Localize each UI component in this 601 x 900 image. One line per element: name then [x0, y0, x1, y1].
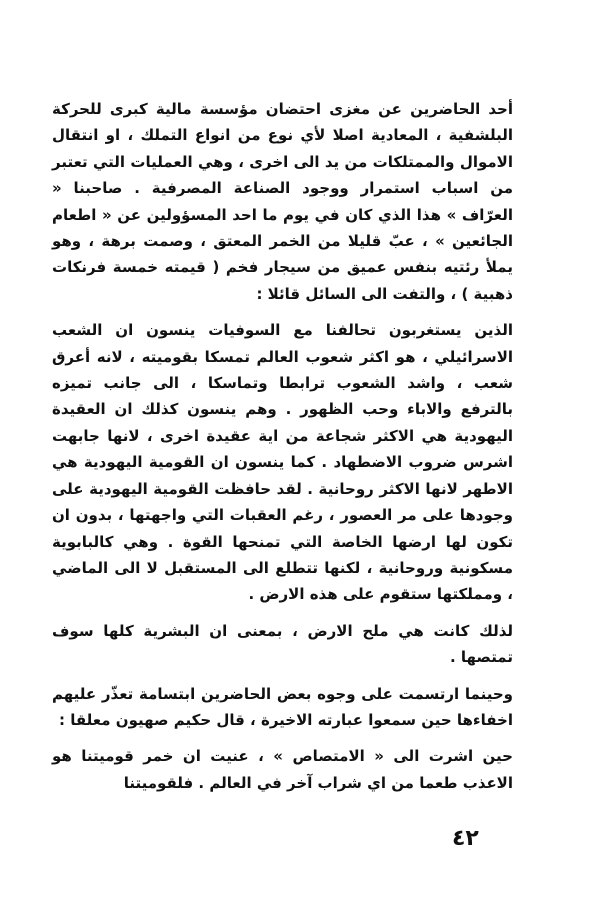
paragraph-4: وحينما ارتسمت على وجوه بعض الحاضرين ابتسامة تعذّر عليهم اخفاءها حين سمعوا عبارته الاخيرة ، قال حكيم صهيون معلقا :: [52, 684, 513, 729]
page-number: ٤٢: [452, 826, 479, 851]
paragraph-2: الذين يستغربون تحالفنا مع السوفيات ينسون ان الشعب الاسرائيلي ، هو اكثر شعوب العالم تمسكا بقوميته ، لانه أعرق شعب ، واشد الشعوب ترابطا وتماسكا ، الى جانب تميزه بالترفع والاباء وحب الظهور . وهم ينسون كذلك ان العقيدة اليهودية هي الاكثر شجاعة من اية عقيدة اخرى ، لانها جابهت اشرس ضروب الاضطهاد . كما ينسون ان القومية اليهودية هي الاطهر لانها الاكثر روحانية . لقد حافظت القومية اليهودية على وجودها على مر العصور ، رغم العقبات التي واجهتها ، بدون ان تكون لها ارضها الخاصة التي تمنحها القوة . وهي كالبابوية مسكونية وروحانية ، لكنها تتطلع الى المستقبل لا الى الماضي ، ومملكتها ستقوم على هذه الارض .: [52, 321, 513, 604]
paragraph-1: أحد الحاضرين عن مغزى احتضان مؤسسة مالية كبرى للحركة البلشفية ، المعادية اصلا لأي نوع من انواع التملك ، او انتقال الاموال والممتلكات من يد الى اخرى ، وهي العمليات التي تعتبر من اسباب استمرار ووجود الصناعة المصرفية . صاحبنا « العرّاف » هذا الذي كان في يوم ما احد المسؤولين عن « اطعام الجائعين » ، عبّ قليلا من الخمر المعتق ، وصمت برهة ، وهو يملأ رئتيه بنفس عميق من سيجار فخم ( قيمته خمسة فرنكات ذهبية ) ، والتفت الى السائل قائلا :: [52, 100, 513, 303]
body-text: [52, 96, 513, 796]
paragraph-5: حين اشرت الى « الامتصاص » ، عنيت ان خمر قوميتنا هو الاعذب طعما من اي شراب آخر في العالم . فلقوميتنا: [52, 747, 513, 792]
paragraph-3: لذلك كانت هي ملح الارض ، بمعنى ان البشرية كلها سوف تمتصها .: [52, 621, 513, 667]
